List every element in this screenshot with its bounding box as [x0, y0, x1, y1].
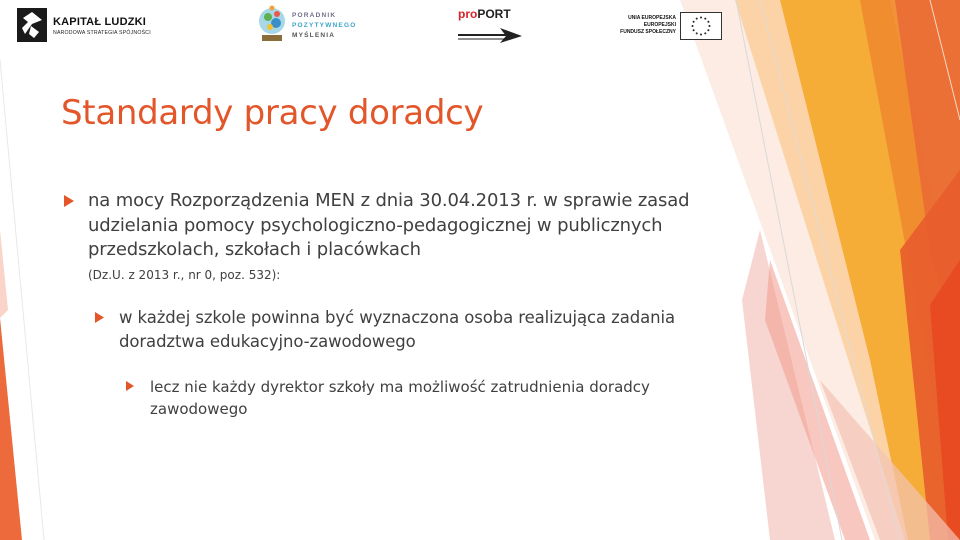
poradnik-line2: POZYTYWNEGO	[292, 22, 357, 29]
kapital-ludzki-logo	[17, 8, 157, 44]
proport-logo	[456, 7, 528, 47]
triangle-right-icon	[64, 195, 74, 207]
ue-line2: EUROPEJSKI	[643, 22, 676, 28]
bullet-1-source: (Dz.U. z 2013 r., nr 0, poz. 532):	[88, 267, 281, 282]
bullet-item-3	[124, 376, 722, 420]
slide-title: Standardy pracy doradcy	[61, 93, 484, 133]
bullet-list	[62, 189, 722, 420]
poradnik-line3: MYŚLENIA	[292, 32, 336, 39]
unia-europejska-text	[620, 15, 676, 36]
proport-wordmark	[458, 7, 511, 21]
bullet-2-text: w każdej szkole powinna być wyznaczona osoba realizująca zadania doradztwa edukacyjno-zawodowego	[119, 307, 675, 351]
poradnik-text	[292, 11, 356, 41]
kapital-ludzki-title: KAPITAŁ LUDZKI	[53, 16, 147, 28]
ue-line3: FUNDUSZ SPOŁECZNY	[620, 29, 676, 35]
bullet-1-text: na mocy Rozporządzenia MEN z dnia 30.04.2013 r. w sprawie zasad udzielania pomocy psychologiczno-pedagogicznej w publicznych przedszkolach, szkołach i placówkach	[88, 190, 690, 260]
proport-pro: pro	[458, 7, 478, 21]
arrow-right-icon	[456, 24, 524, 44]
bullet-item-1	[62, 189, 722, 285]
poradnik-line1: PORADNIK	[292, 12, 337, 19]
triangle-right-icon	[95, 312, 104, 323]
poradnik-logo	[256, 5, 366, 47]
proport-port: PORT	[477, 7, 511, 21]
unia-europejska-logo	[620, 12, 724, 42]
bullet-item-2	[93, 306, 722, 354]
globe-icon	[256, 5, 288, 45]
eu-flag-icon	[680, 12, 722, 40]
kapital-ludzki-subtitle: NARODOWA STRATEGIA SPÓJNOŚCI	[53, 30, 151, 36]
ue-line1: UNIA EUROPEJSKA	[628, 15, 676, 21]
kapital-ludzki-emblem-icon	[17, 8, 47, 42]
logo-bar	[0, 0, 960, 52]
triangle-right-icon	[126, 381, 134, 391]
bullet-3-text: lecz nie każdy dyrektor szkoły ma możliwość zatrudnienia doradcy zawodowego	[150, 377, 650, 418]
